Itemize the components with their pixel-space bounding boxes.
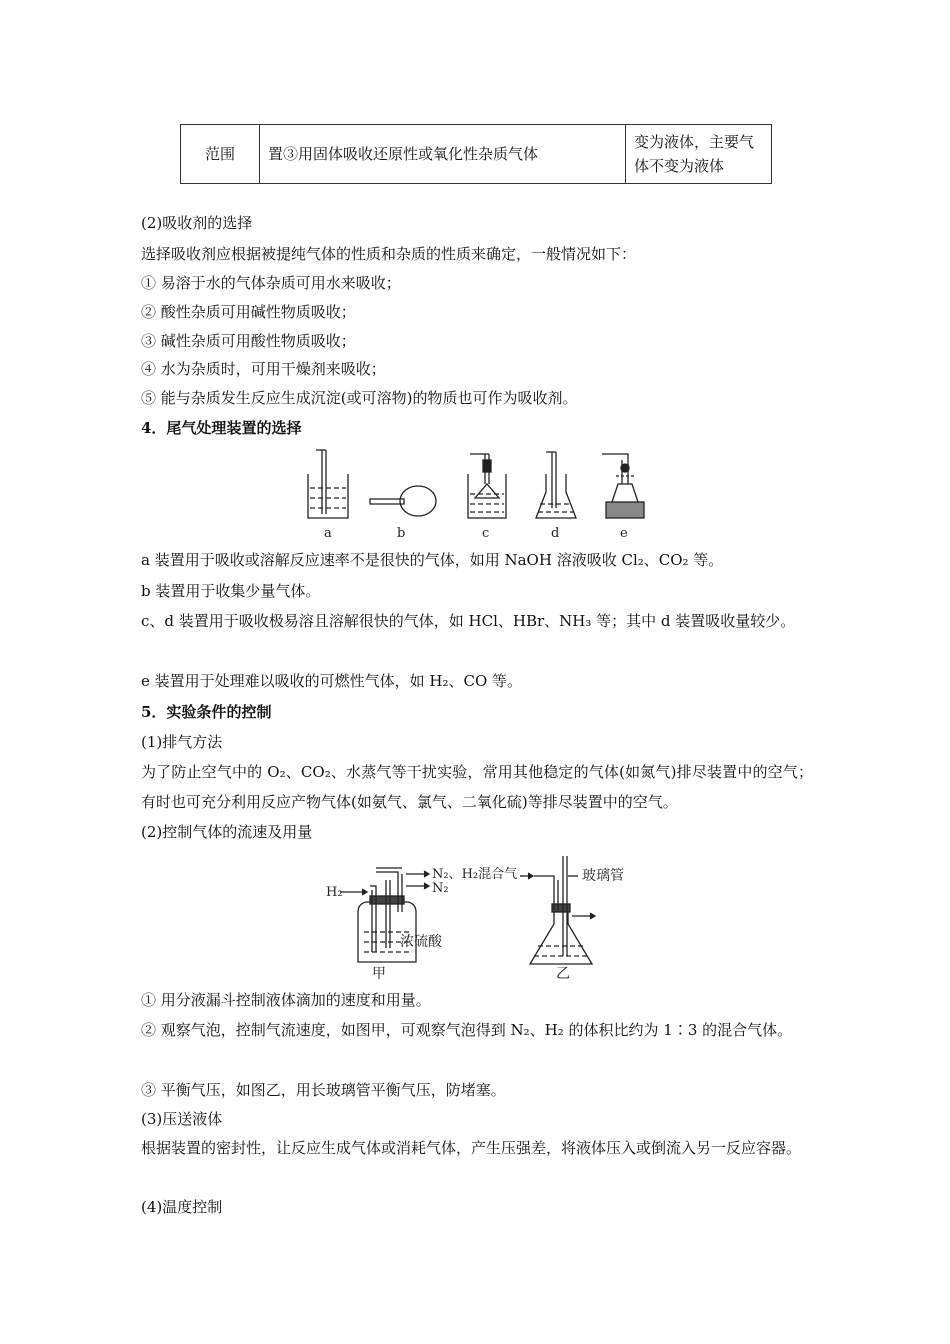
apparatus-d (536, 452, 576, 518)
label-jia: 甲 (372, 966, 386, 982)
tail-gas-e-text: e 装置用于处理难以吸收的可燃性气体，如 H₂、CO 等。 (141, 672, 523, 690)
absorbent-item-4: ④ 水为杂质时，可用干燥剂来吸收； (141, 360, 386, 378)
absorbent-item-5: ⑤ 能与杂质发生反应生成沉淀(或可溶物)的物质也可作为吸收剂。 (141, 389, 578, 407)
conditions-heading: 5．实验条件的控制 (141, 703, 272, 721)
label-acid: 浓硫酸 (400, 934, 442, 950)
temperature-title: (4)温度控制 (141, 1198, 223, 1216)
label-glass-tube: 玻璃管 (582, 868, 624, 884)
table-row (181, 125, 772, 184)
flow-item-1: ① 用分液漏斗控制液体滴加的速度和用量。 (141, 991, 431, 1009)
absorbent-intro: 选择吸收剂应根据被提纯气体的性质和杂质的性质来确定，一般情况如下： (141, 245, 637, 263)
tail-gas-heading: 4．尾气处理装置的选择 (141, 419, 302, 437)
table-cell-method: 置③用固体吸收还原性或氧化性杂质气体 (260, 125, 626, 184)
flow-title: (2)控制气体的流速及用量 (141, 823, 313, 841)
figure-label-e: e (620, 526, 628, 541)
flow-control-figure (320, 852, 640, 982)
figure-label-d: d (551, 526, 560, 541)
tail-gas-b-text: b 装置用于收集少量气体。 (141, 582, 321, 600)
apparatus-b (370, 486, 436, 516)
label-mix-out: N₂、H₂混合气 (432, 867, 518, 882)
label-h2-in: H₂ (326, 885, 343, 900)
apparatus-c (468, 454, 506, 518)
exhaust-title: (1)排气方法 (141, 733, 223, 751)
tail-gas-apparatus-figure (300, 446, 650, 542)
figure-label-b: b (397, 526, 406, 541)
label-n2-in: N₂ (432, 881, 449, 896)
flow-item-2: ② 观察气泡，控制气流速度，如图甲，可观察气泡得到 N₂、H₂ 的体积比约为 1∶3 的混合气体。 (141, 1021, 793, 1039)
tail-gas-cd-text: c、d 装置用于吸收极易溶且溶解很快的气体，如 HCl、HBr、NH₃ 等；其中 d 装置吸收量较少。 (141, 612, 796, 630)
label-yi: 乙 (556, 966, 570, 982)
apparatus-a (308, 450, 348, 518)
absorbent-item-1: ① 易溶于水的气体杂质可用水来吸收； (141, 274, 401, 292)
table-cell-result: 变为液体，主要气体不变为液体 (626, 125, 772, 184)
pressure-text: 根据装置的密封性，让反应生成气体或消耗气体，产生压强差，将液体压入或倒流入另一反应容器。 (141, 1139, 802, 1157)
apparatus-e (602, 454, 644, 518)
pressure-title: (3)压送液体 (141, 1110, 223, 1128)
flow-item-3: ③ 平衡气压，如图乙，用长玻璃管平衡气压，防堵塞。 (141, 1081, 506, 1099)
exhaust-text: 为了防止空气中的 O₂、CO₂、水蒸气等干扰实验，常用其他稳定的气体(如氮气)排尽装置中的空气；有时也可充分利用反应产物气体(如氨气、氯气、二氧化硫)等排尽装置中的空气。 (141, 763, 813, 811)
figure-label-a: a (324, 526, 332, 541)
table-cell-scope: 范围 (181, 125, 260, 184)
tail-gas-a-text: a 装置用于吸收或溶解反应速率不是很快的气体，如用 NaOH 溶液吸收 Cl₂、CO₂ 等。 (141, 551, 724, 569)
absorbent-item-3: ③ 碱性杂质可用酸性物质吸收； (141, 332, 356, 350)
absorbent-item-2: ② 酸性杂质可用碱性物质吸收； (141, 303, 356, 321)
figure-label-c: c (482, 526, 490, 541)
absorbent-title: (2)吸收剂的选择 (141, 214, 253, 232)
absorption-table (180, 124, 772, 184)
